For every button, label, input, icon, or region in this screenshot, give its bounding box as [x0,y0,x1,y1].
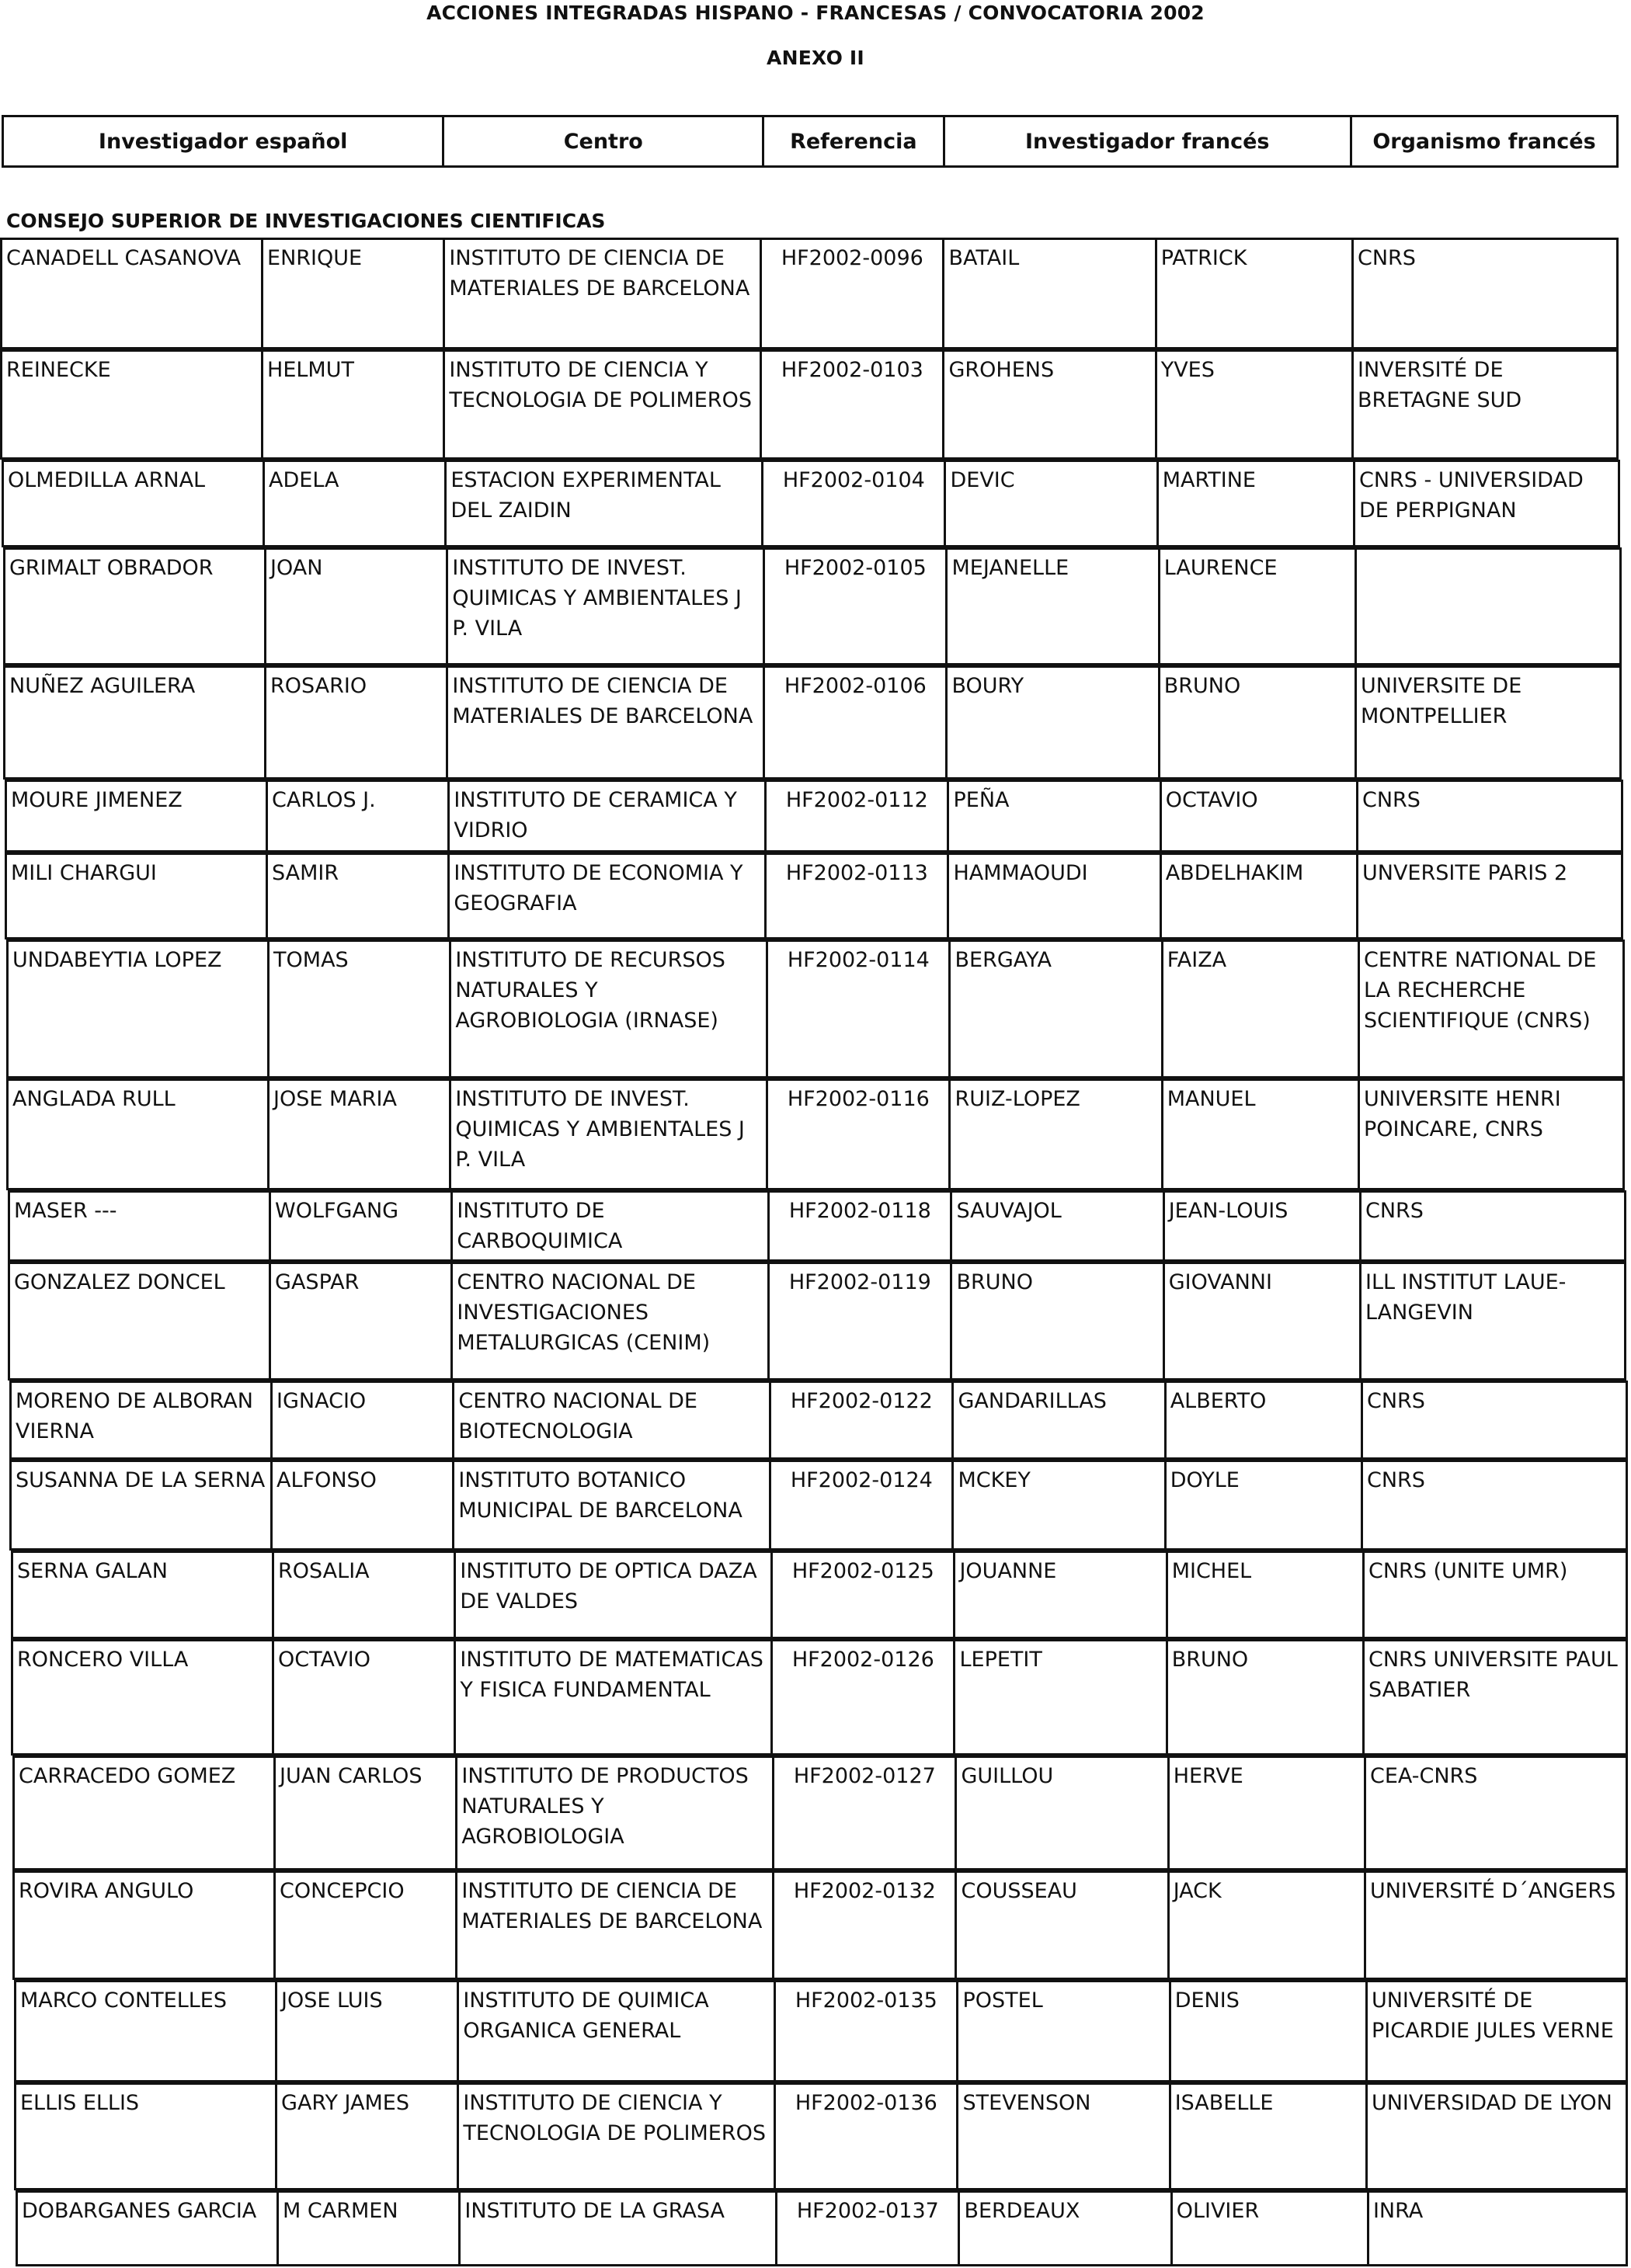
referencia-cell: HF2002-0118 [770,1193,952,1259]
spanish-surname-cell: MOURE JIMENEZ [7,782,268,850]
organismo-cell: CNRS [1357,246,1416,270]
spanish-name-cell: ADELA [265,462,447,545]
french-name-cell: YVES [1157,352,1354,457]
centro-cell: INSTITUTO DE QUIMICA ORGANICA GENERAL [459,1982,776,2080]
table-row [11,1551,1628,1639]
organismo-cell: ILL INSTITUT LAUE-LANGEVIN [1365,1270,1567,1325]
referencia-cell: HF2002-0119 [770,1264,952,1378]
french-surname-cell: JOUANNE [955,1553,1167,1637]
french-surname-cell: BERDEAUX [960,2193,1172,2264]
spanish-surname-cell: ELLIS ELLIS [16,2085,277,2188]
centro-cell: INSTITUTO DE PRODUCTOS NATURALES Y AGROBIOLOGIA [457,1758,774,1868]
french-surname-cell: GROHENS [944,352,1156,457]
document-title: ACCIONES INTEGRADAS HISPANO - FRANCESAS / CONVOCATORIA 2002 [426,2,1205,24]
spanish-surname-cell: SUSANNA DE LA SERNA [12,1462,273,1548]
spanish-surname-cell: GRIMALT OBRADOR [5,550,266,663]
header-organismo-frances: Organismo francés [1372,129,1596,154]
header-centro: Centro [444,117,764,165]
french-surname-cell: RUIZ-LOPEZ [951,1081,1163,1188]
organismo-cell: CNRS [1366,1468,1425,1492]
french-surname-cell: GANDARILLAS [954,1383,1166,1457]
french-name-cell: HERVE [1170,1758,1366,1868]
spanish-name-cell: HELMUT [263,352,445,457]
organismo-cell: CNRS UNIVERSITE PAUL SABATIER [1368,1648,1618,1702]
referencia-cell: HF2002-0103 [762,352,944,457]
centro-cell: INSTITUTO DE RECURSOS NATURALES Y AGROBIOLOGIA (IRNASE) [451,942,768,1076]
centro-cell: INSTITUTO DE ECONOMIA Y GEOGRAFIA [450,855,767,937]
organismo-cell: UNIVERSIDAD DE LYON [1371,2091,1612,2115]
table-row [12,1870,1628,1980]
referencia-cell: HF2002-0112 [767,782,949,850]
header-investigador-frances: Investigador francés [945,117,1352,165]
organismo-cell: UNIVERSITE HENRI POINCARE, CNRS [1363,1087,1561,1141]
referencia-cell: HF2002-0122 [771,1383,954,1457]
centro-cell: INSTITUTO DE MATEMATICAS Y FISICA FUNDAMENTAL [456,1641,773,1753]
spanish-surname-cell: ANGLADA RULL [9,1081,270,1188]
french-name-cell: LAURENCE [1160,550,1357,663]
spanish-name-cell: JUAN CARLOS [276,1758,457,1868]
spanish-surname-cell: ROVIRA ANGULO [15,1873,276,1978]
french-surname-cell: SAUVAJOL [952,1193,1164,1259]
centro-cell: CENTRO NACIONAL DE INVESTIGACIONES METALURGICAS (CENIM) [453,1264,770,1378]
french-surname-cell: BERGAYA [951,942,1163,1076]
referencia-cell: HF2002-0116 [768,1081,951,1188]
french-name-cell: DENIS [1171,1982,1368,2080]
organismo-cell: CNRS [1361,788,1421,812]
referencia-cell: HF2002-0127 [774,1758,957,1868]
organismo-cell: CEA-CNRS [1369,1764,1478,1788]
french-surname-cell: DEVIC [946,462,1158,545]
organismo-cell: CNRS [1365,1199,1424,1223]
table-row [9,1460,1628,1551]
spanish-surname-cell: NUÑEZ AGUILERA [5,668,266,777]
french-surname-cell: BATAIL [944,240,1156,347]
french-name-cell: OCTAVIO [1162,782,1358,850]
centro-cell: INSTITUTO DE CARBOQUIMICA [453,1193,770,1259]
referencia-cell: HF2002-0104 [763,462,946,545]
referencia-cell: HF2002-0113 [767,855,949,937]
spanish-surname-cell: DOBARGANES GARCIA [18,2193,279,2264]
spanish-name-cell: OCTAVIO [274,1641,456,1753]
spanish-surname-cell: REINECKE [2,352,263,457]
spanish-surname-cell: CARRACEDO GOMEZ [15,1758,276,1868]
french-surname-cell: MCKEY [954,1462,1166,1548]
referencia-cell: HF2002-0105 [765,550,948,663]
french-name-cell: OLIVIER [1173,2193,1369,2264]
section-title: CONSEJO SUPERIOR DE INVESTIGACIONES CIENTIFICAS [6,210,606,232]
table-row [9,1381,1628,1460]
organismo-cell [1357,550,1619,663]
french-surname-cell: HAMMAOUDI [949,855,1161,937]
centro-cell: INSTITUTO DE CIENCIA DE MATERIALES DE BARCELONA [445,240,762,347]
organismo-cell: UNIVERSITE DE MONTPELLIER [1360,674,1522,728]
centro-cell: INSTITUTO BOTANICO MUNICIPAL DE BARCELONA [454,1462,771,1548]
spanish-surname-cell: RONCERO VILLA [13,1641,274,1753]
french-surname-cell: PEÑA [949,782,1161,850]
french-surname-cell: BRUNO [952,1264,1164,1378]
french-name-cell: MANUEL [1163,1081,1360,1188]
referencia-cell: HF2002-0132 [774,1873,957,1978]
french-name-cell: MARTINE [1159,462,1355,545]
header-investigador-espanol: Investigador español [4,117,444,165]
referencia-cell: HF2002-0106 [765,668,948,777]
table-row [3,665,1622,780]
spanish-surname-cell: CANADELL CASANOVA [2,240,263,347]
table-row [11,1639,1628,1756]
organismo-cell: CNRS (UNITE UMR) [1368,1559,1568,1583]
french-name-cell: BRUNO [1160,668,1357,777]
centro-cell: INSTITUTO DE CIENCIA Y TECNOLOGIA DE POLIMEROS [459,2085,776,2188]
centro-cell: INSTITUTO DE INVEST. QUIMICAS Y AMBIENTALES J P. VILA [448,550,765,663]
document-subtitle: ANEXO II [767,47,864,69]
spanish-name-cell: ENRIQUE [263,240,445,347]
table-row [8,1190,1626,1262]
spanish-surname-cell: OLMEDILLA ARNAL [4,462,265,545]
french-name-cell: PATRICK [1157,240,1354,347]
organismo-cell: CNRS [1366,1389,1425,1413]
centro-cell: INSTITUTO DE CIENCIA Y TECNOLOGIA DE POLIMEROS [445,352,762,457]
french-surname-cell: STEVENSON [958,2085,1170,2188]
spanish-name-cell: GARY JAMES [277,2085,459,2188]
referencia-cell: HF2002-0124 [771,1462,954,1548]
french-name-cell: GIOVANNI [1165,1264,1361,1378]
spanish-name-cell: TOMAS [270,942,451,1076]
referencia-cell: HF2002-0136 [776,2085,958,2188]
organismo-cell: UNVERSITE PARIS 2 [1361,861,1568,885]
spanish-name-cell: JOSE MARIA [270,1081,451,1188]
table-row [14,2082,1628,2190]
french-surname-cell: BOURY [948,668,1160,777]
french-name-cell: MICHEL [1168,1553,1365,1637]
spanish-surname-cell: MORENO DE ALBORAN VIERNA [12,1383,273,1457]
spanish-name-cell: M CARMEN [279,2193,461,2264]
table-row [14,1980,1628,2082]
french-surname-cell: GUILLOU [957,1758,1169,1868]
spanish-name-cell: ROSARIO [266,668,448,777]
organismo-cell: UNIVERSITÉ DE PICARDIE JULES VERNE [1371,1988,1614,2043]
table-row [2,460,1620,547]
organismo-cell: CNRS - UNIVERSIDAD DE PERPIGNAN [1358,468,1584,523]
spanish-name-cell: JOAN [266,550,448,663]
centro-cell: CENTRO NACIONAL DE BIOTECNOLOGIA [454,1383,771,1457]
referencia-cell: HF2002-0096 [762,240,944,347]
table-row [5,780,1623,853]
spanish-surname-cell: SERNA GALAN [13,1553,274,1637]
spanish-name-cell: JOSE LUIS [277,1982,459,2080]
french-name-cell: JACK [1170,1873,1366,1978]
referencia-cell: HF2002-0125 [773,1553,955,1637]
referencia-cell: HF2002-0137 [777,2193,960,2264]
spanish-name-cell: IGNACIO [273,1383,454,1457]
table-row [3,547,1622,665]
spanish-surname-cell: MASER --- [10,1193,271,1259]
french-surname-cell: MEJANELLE [948,550,1160,663]
spanish-name-cell: ROSALIA [274,1553,456,1637]
spanish-name-cell: CONCEPCIO [276,1873,457,1978]
header-referencia: Referencia [764,117,944,165]
spanish-surname-cell: MARCO CONTELLES [16,1982,277,2080]
french-name-cell: DOYLE [1167,1462,1363,1548]
table-row [0,238,1619,349]
french-name-cell: BRUNO [1168,1641,1365,1753]
referencia-cell: HF2002-0135 [776,1982,958,2080]
table-row [6,1078,1625,1190]
french-name-cell: FAIZA [1163,942,1360,1076]
organismo-cell: UNIVERSITÉ D´ANGERS [1369,1879,1616,1903]
organismo-cell: INVERSITÉ DE BRETAGNE SUD [1357,358,1522,412]
centro-cell: INSTITUTO DE LA GRASA [461,2193,777,2264]
spanish-surname-cell: GONZALEZ DONCEL [10,1264,271,1378]
french-surname-cell: LEPETIT [955,1641,1167,1753]
spanish-name-cell: CARLOS J. [268,782,450,850]
spanish-surname-cell: MILI CHARGUI [7,855,268,937]
centro-cell: ESTACION EXPERIMENTAL DEL ZAIDIN [447,462,763,545]
centro-cell: INSTITUTO DE CIENCIA DE MATERIALES DE BARCELONA [448,668,765,777]
table-row [0,349,1619,460]
french-surname-cell: POSTEL [958,1982,1170,2080]
organismo-cell: CENTRE NATIONAL DE LA RECHERCHE SCIENTIFIQUE (CNRS) [1363,948,1597,1033]
table-row [16,2190,1628,2266]
centro-cell: INSTITUTO DE CIENCIA DE MATERIALES DE BARCELONA [457,1873,774,1978]
table-row [8,1262,1626,1381]
referencia-cell: HF2002-0126 [773,1641,955,1753]
organismo-cell: INRA [1372,2199,1424,2223]
spanish-surname-cell: UNDABEYTIA LOPEZ [9,942,270,1076]
french-name-cell: JEAN-LOUIS [1165,1193,1361,1259]
french-name-cell: ABDELHAKIM [1162,855,1358,937]
spanish-name-cell: WOLFGANG [271,1193,453,1259]
centro-cell: INSTITUTO DE INVEST. QUIMICAS Y AMBIENTALES J P. VILA [451,1081,768,1188]
table-row [5,853,1623,940]
french-name-cell: ALBERTO [1167,1383,1363,1457]
french-name-cell: ISABELLE [1171,2085,1368,2188]
table-row [6,940,1625,1078]
table-row [12,1756,1628,1870]
centro-cell: INSTITUTO DE CERAMICA Y VIDRIO [450,782,767,850]
centro-cell: INSTITUTO DE OPTICA DAZA DE VALDES [456,1553,773,1637]
spanish-name-cell: GASPAR [271,1264,453,1378]
referencia-cell: HF2002-0114 [768,942,951,1076]
spanish-name-cell: ALFONSO [273,1462,454,1548]
french-surname-cell: COUSSEAU [957,1873,1169,1978]
spanish-name-cell: SAMIR [268,855,450,937]
